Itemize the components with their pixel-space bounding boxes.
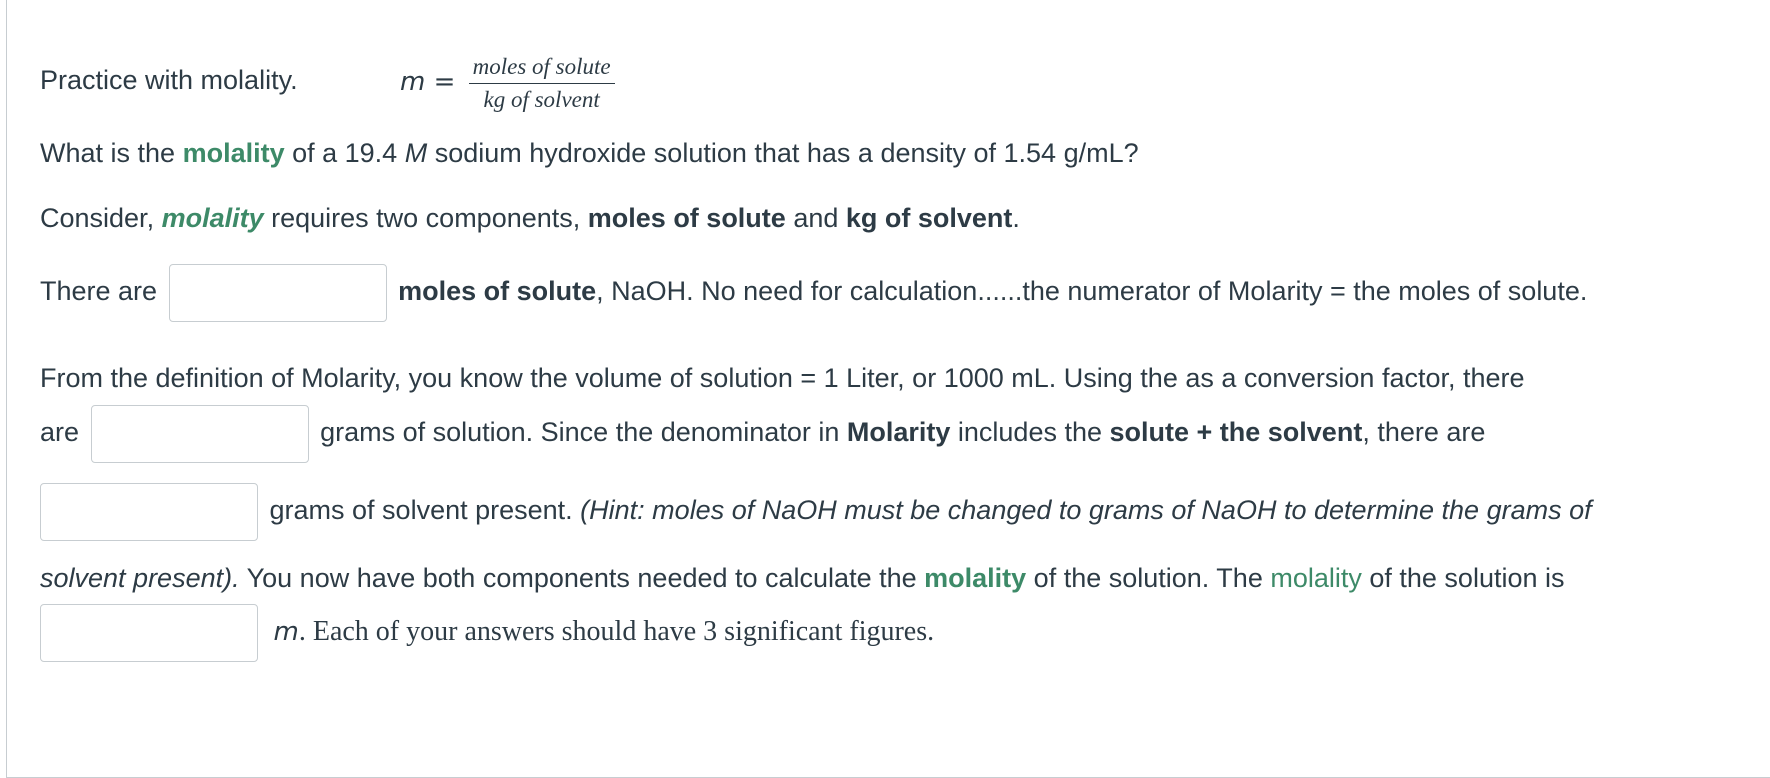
moles-of-solute-term: moles of solute [587, 203, 786, 233]
consider-text-and: and [785, 203, 846, 233]
line2-mid: grams of solution. Since the denominator in [320, 417, 847, 447]
molarity-para-line3 [40, 479, 1592, 541]
molarity-bold: Molarity [846, 417, 951, 447]
molarity-para-text-1: From the definition of Molarity, you know the volume of solution = 1 Liter, or 1000 mL. Using the as a conversion factor, there [40, 363, 1525, 393]
formula-fraction [469, 52, 615, 115]
line2-prefix: are [40, 417, 80, 447]
kg-of-solvent-term: kg of solvent [845, 203, 1013, 233]
hint-text-2: solvent present). [40, 563, 240, 593]
line4-mid: You now have both components needed to calculate the [239, 563, 925, 593]
question-text-2: of a 19.4 [284, 138, 405, 168]
molality-unit: m [273, 617, 299, 647]
grams-of-solvent-input[interactable] [40, 483, 258, 541]
line2-mid2: includes the [950, 417, 1110, 447]
moles-of-solute-input[interactable] [169, 264, 387, 322]
grams-of-solution-input[interactable] [91, 405, 309, 463]
formula-numerator: moles of solute [469, 52, 615, 84]
line4-mid2: of the solution. The [1026, 563, 1271, 593]
intro-line [40, 63, 298, 97]
molality-plain: molality [1270, 563, 1362, 593]
line3-text: grams of solvent present. [269, 495, 581, 525]
molality-formula [400, 46, 615, 117]
formula-denominator: kg of solvent [483, 86, 600, 112]
molality-term: molality [161, 203, 264, 233]
moles-line-suffix: , NaOH. No need for calculation......the numerator of Molarity = the moles of solute. [596, 276, 1588, 306]
formula-lhs: m = [400, 67, 456, 97]
intro-text: Practice with molality. [40, 65, 298, 95]
hint-text-1: (Hint: moles of NaOH must be changed to grams of NaOH to determine the grams of [580, 495, 1592, 525]
moles-of-solute-bold: moles of solute [398, 276, 597, 306]
molarity-para-line5 [40, 600, 934, 663]
molality-answer-input[interactable] [40, 604, 258, 662]
question-text-1: What is the [40, 138, 183, 168]
question-line [40, 136, 1139, 170]
molality-term: molality [182, 138, 285, 168]
moles-line-prefix: There are [40, 276, 158, 306]
consider-line [40, 201, 1020, 235]
consider-text-1: Consider, [40, 203, 162, 233]
molality-bold: molality [924, 563, 1027, 593]
consider-period: . [1012, 203, 1020, 233]
significant-figures-note: . Each of your answers should have 3 significant figures. [298, 616, 935, 647]
molarity-para-line1 [40, 361, 1525, 395]
question-text-3: sodium hydroxide solution that has a density of 1.54 g/mL? [427, 138, 1139, 168]
consider-text-2: requires two components, [263, 203, 588, 233]
molarity-para-line4 [40, 561, 1565, 595]
line4-end: of the solution is [1361, 563, 1565, 593]
moles-line [40, 260, 1587, 322]
molarity-para-line2 [40, 401, 1485, 463]
molarity-unit: M [404, 138, 428, 168]
solute-solvent-bold: solute + the solvent [1109, 417, 1363, 447]
line2-end: , there are [1362, 417, 1486, 447]
